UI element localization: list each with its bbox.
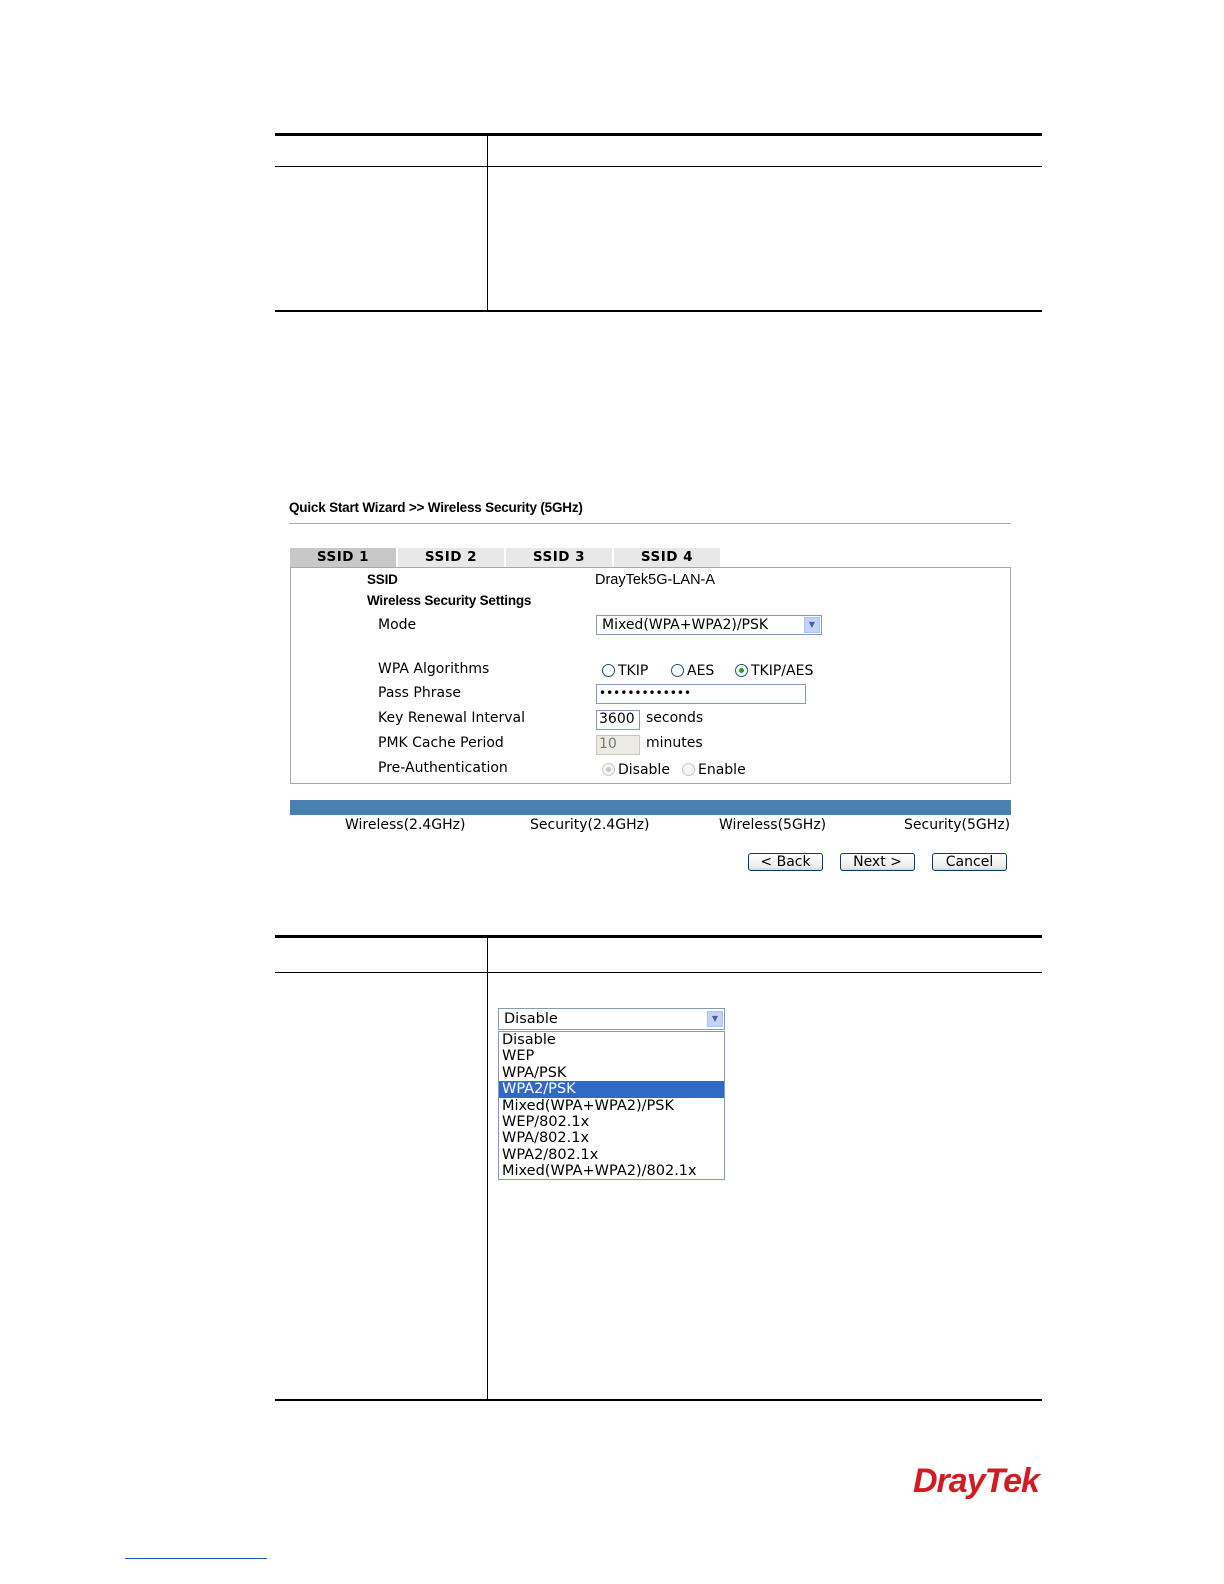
step-security-24ghz: Security(2.4GHz) xyxy=(530,817,650,833)
title-divider xyxy=(289,523,1011,524)
step-security-5ghz: Security(5GHz) xyxy=(904,817,1011,833)
step-wireless-24ghz: Wireless(2.4GHz) xyxy=(345,817,466,833)
mode-option-disable[interactable]: Disable xyxy=(502,1032,556,1048)
radio-pre-auth-enable xyxy=(682,763,695,776)
draytek-logo: DrayTek xyxy=(913,1462,1039,1500)
radio-tkip-aes-label: TKIP/AES xyxy=(751,663,814,679)
pmk-cache-unit: minutes xyxy=(646,735,703,751)
pre-auth-label: Pre-Authentication xyxy=(378,760,508,776)
table2-column-divider xyxy=(487,938,488,1400)
cancel-button[interactable]: Cancel xyxy=(932,853,1007,871)
tab-ssid-4[interactable]: SSID 4 xyxy=(614,548,720,567)
tab-ssid-1[interactable]: SSID 1 xyxy=(290,548,396,567)
table1-top-rule xyxy=(275,133,1042,136)
table1-bottom-rule xyxy=(275,310,1042,312)
mode-option-wpa2-psk[interactable]: WPA2/PSK xyxy=(499,1081,724,1097)
chevron-down-icon[interactable]: ▼ xyxy=(804,617,820,633)
chevron-down-icon[interactable]: ▼ xyxy=(707,1011,723,1027)
progress-bar xyxy=(290,800,1011,815)
radio-pre-auth-disable xyxy=(602,763,615,776)
wpa-algorithms-label: WPA Algorithms xyxy=(378,661,490,677)
next-button[interactable]: Next > xyxy=(840,853,915,871)
mode-option-wep-8021x[interactable]: WEP/802.1x xyxy=(502,1113,590,1130)
radio-pre-auth-enable-label: Enable xyxy=(698,762,746,778)
back-button[interactable]: < Back xyxy=(748,853,823,871)
tab-ssid-2[interactable]: SSID 2 xyxy=(398,548,504,567)
radio-tkip[interactable] xyxy=(602,664,615,677)
radio-pre-auth-disable-label: Disable xyxy=(618,762,670,778)
key-renewal-label: Key Renewal Interval xyxy=(378,710,526,726)
mode-option-wpa-psk[interactable]: WPA/PSK xyxy=(502,1064,567,1081)
radio-tkip-aes[interactable] xyxy=(735,664,748,677)
pass-phrase-input[interactable]: ••••••••••••• xyxy=(596,684,806,704)
ssid-label: SSID xyxy=(367,572,398,587)
mode-option-wpa2-8021x[interactable]: WPA2/802.1x xyxy=(502,1146,599,1163)
table2-top-rule xyxy=(275,935,1042,938)
page-title: Quick Start Wizard >> Wireless Security (5GHz) xyxy=(289,500,583,515)
mode-dropdown-select[interactable] xyxy=(498,1008,725,1030)
pmk-cache-label: PMK Cache Period xyxy=(378,735,504,751)
table2-bottom-rule xyxy=(275,1399,1042,1401)
table2-header-rule xyxy=(275,972,1042,973)
mode-option-mixed-8021x[interactable]: Mixed(WPA+WPA2)/802.1x xyxy=(502,1163,697,1180)
radio-aes-label: AES xyxy=(687,663,715,679)
security-settings-heading: Wireless Security Settings xyxy=(367,593,532,608)
mode-select[interactable] xyxy=(596,615,822,635)
radio-tkip-label: TKIP xyxy=(618,663,649,679)
mode-select-value: Mixed(WPA+WPA2)/PSK xyxy=(602,617,769,633)
key-renewal-input[interactable]: 3600 xyxy=(596,710,640,730)
mode-label: Mode xyxy=(378,617,417,633)
radio-aes[interactable] xyxy=(671,664,684,677)
table1-header-rule xyxy=(275,166,1042,167)
pass-phrase-label: Pass Phrase xyxy=(378,685,461,701)
tab-ssid-3[interactable]: SSID 3 xyxy=(506,548,612,567)
mode-option-mixed-psk[interactable]: Mixed(WPA+WPA2)/PSK xyxy=(502,1097,674,1114)
mode-option-wpa-8021x[interactable]: WPA/802.1x xyxy=(502,1130,590,1147)
mode-dropdown-value: Disable xyxy=(504,1011,558,1027)
table1-column-divider xyxy=(487,136,488,311)
mode-dropdown-list xyxy=(498,1031,725,1180)
key-renewal-unit: seconds xyxy=(646,710,704,726)
step-wireless-5ghz: Wireless(5GHz) xyxy=(719,817,827,833)
pmk-cache-input: 10 xyxy=(596,735,640,755)
ssid-value: DrayTek5G-LAN-A xyxy=(595,572,716,588)
footer-link-underline[interactable] xyxy=(125,1558,267,1559)
mode-option-wep[interactable]: WEP xyxy=(502,1048,535,1065)
